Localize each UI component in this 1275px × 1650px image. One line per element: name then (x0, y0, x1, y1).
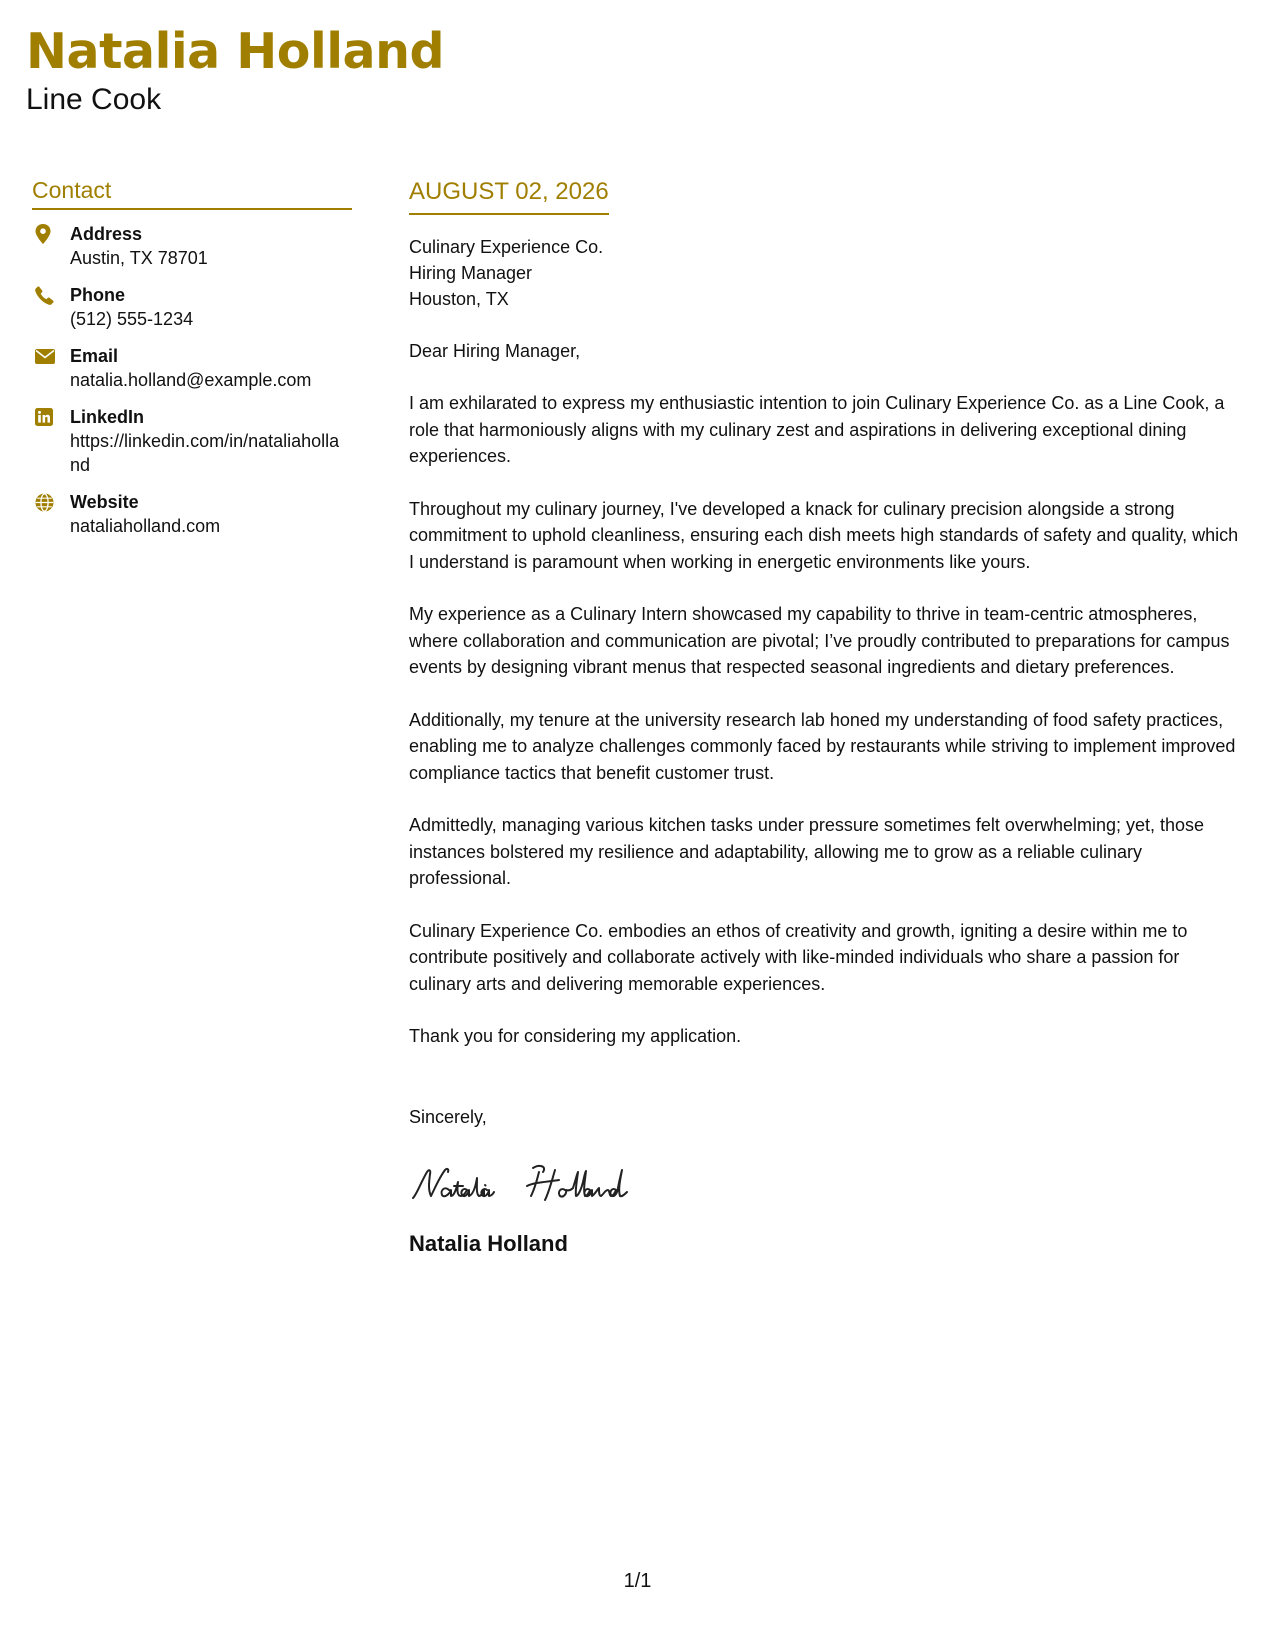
applicant-name: Natalia Holland (26, 23, 445, 80)
recipient-location: Houston, TX (409, 289, 509, 309)
letter-body (409, 177, 1244, 1258)
letter-date: AUGUST 02, 2026 (409, 178, 609, 205)
salutation: Dear Hiring Manager, (409, 341, 581, 361)
letter-paragraph: I am exhilarated to express my enthusiastic intention to join Culinary Experience Co. as a Line Cook, a role that harmoniously aligns with my culinary zest and aspirations in delivering exceptional dining experiences. (409, 393, 1225, 466)
letter-paragraph: Culinary Experience Co. embodies an ethos of creativity and growth, igniting a desire within me to contribute positively and collaborate actively with like-minded individuals who share a passion for culinary arts and delivering memorable experiences. (409, 920, 1188, 994)
letter-paragraph: My experience as a Culinary Intern showcased my capability to thrive in team-centric atmospheres, where collaboration and communication are pivotal; I’ve proudly contributed to preparations for campus events by designing vibrant menus that respected seasonal ingredients and dietary preferences. (409, 604, 1230, 677)
recipient-block (409, 234, 1244, 312)
page-number: 1/1 (623, 1570, 652, 1592)
date-block (409, 177, 609, 215)
contact-value-email[interactable]: natalia.holland@example.com (70, 370, 312, 390)
contact-value-address: Austin, TX 78701 (70, 248, 208, 268)
signer-name: Natalia Holland (409, 1230, 568, 1256)
contact-label-website: Website (70, 492, 139, 512)
map-pin-icon (32, 222, 70, 246)
contact-sidebar (32, 175, 352, 551)
contact-item-website (32, 490, 352, 538)
envelope-icon (32, 344, 70, 368)
contact-label-address: Address (70, 224, 143, 244)
phone-icon (32, 283, 70, 307)
letter-paragraph: Thank you for considering my application. (409, 1026, 742, 1046)
contact-item-linkedin (32, 405, 352, 477)
globe-icon (32, 490, 70, 514)
contact-item-address (32, 222, 352, 270)
letter-paragraph: Admittedly, managing various kitchen tasks under pressure sometimes felt overwhelming; yet, those instances bolstered my resilience and adaptability, allowing me to grow as a reliable culinary professional. (409, 815, 1205, 888)
recipient-title: Hiring Manager (409, 263, 533, 283)
contact-heading: Contact (32, 175, 352, 210)
recipient-company: Culinary Experience Co. (409, 237, 604, 257)
contact-value-linkedin[interactable]: https://linkedin.com/in/nataliaholland (70, 431, 340, 475)
contact-label-phone: Phone (70, 285, 126, 305)
contact-value-phone: (512) 555-1234 (70, 309, 194, 329)
applicant-role: Line Cook (26, 83, 162, 116)
contact-item-phone (32, 283, 352, 331)
linkedin-icon (32, 405, 70, 429)
contact-label-linkedin: LinkedIn (70, 407, 145, 427)
contact-value-website[interactable]: nataliaholland.com (70, 516, 221, 536)
letter-paragraph: Throughout my culinary journey, I've developed a knack for culinary precision alongside a strong commitment to uphold cleanliness, ensuring each dish meets high standards of safety and quality, which I understand is paramount when working in energetic environments like yours. (409, 498, 1239, 572)
letter-paragraph: Additionally, my tenure at the university research lab honed my understanding of food safety practices, enabling me to analyze challenges commonly faced by restaurants while striving to implement improved compliance tactics that benefit customer trust. (409, 709, 1236, 783)
handwritten-signature (409, 1160, 679, 1208)
header (26, 22, 444, 118)
contact-label-email: Email (70, 346, 119, 366)
contact-item-email (32, 344, 352, 392)
closing: Sincerely, (409, 1106, 487, 1127)
